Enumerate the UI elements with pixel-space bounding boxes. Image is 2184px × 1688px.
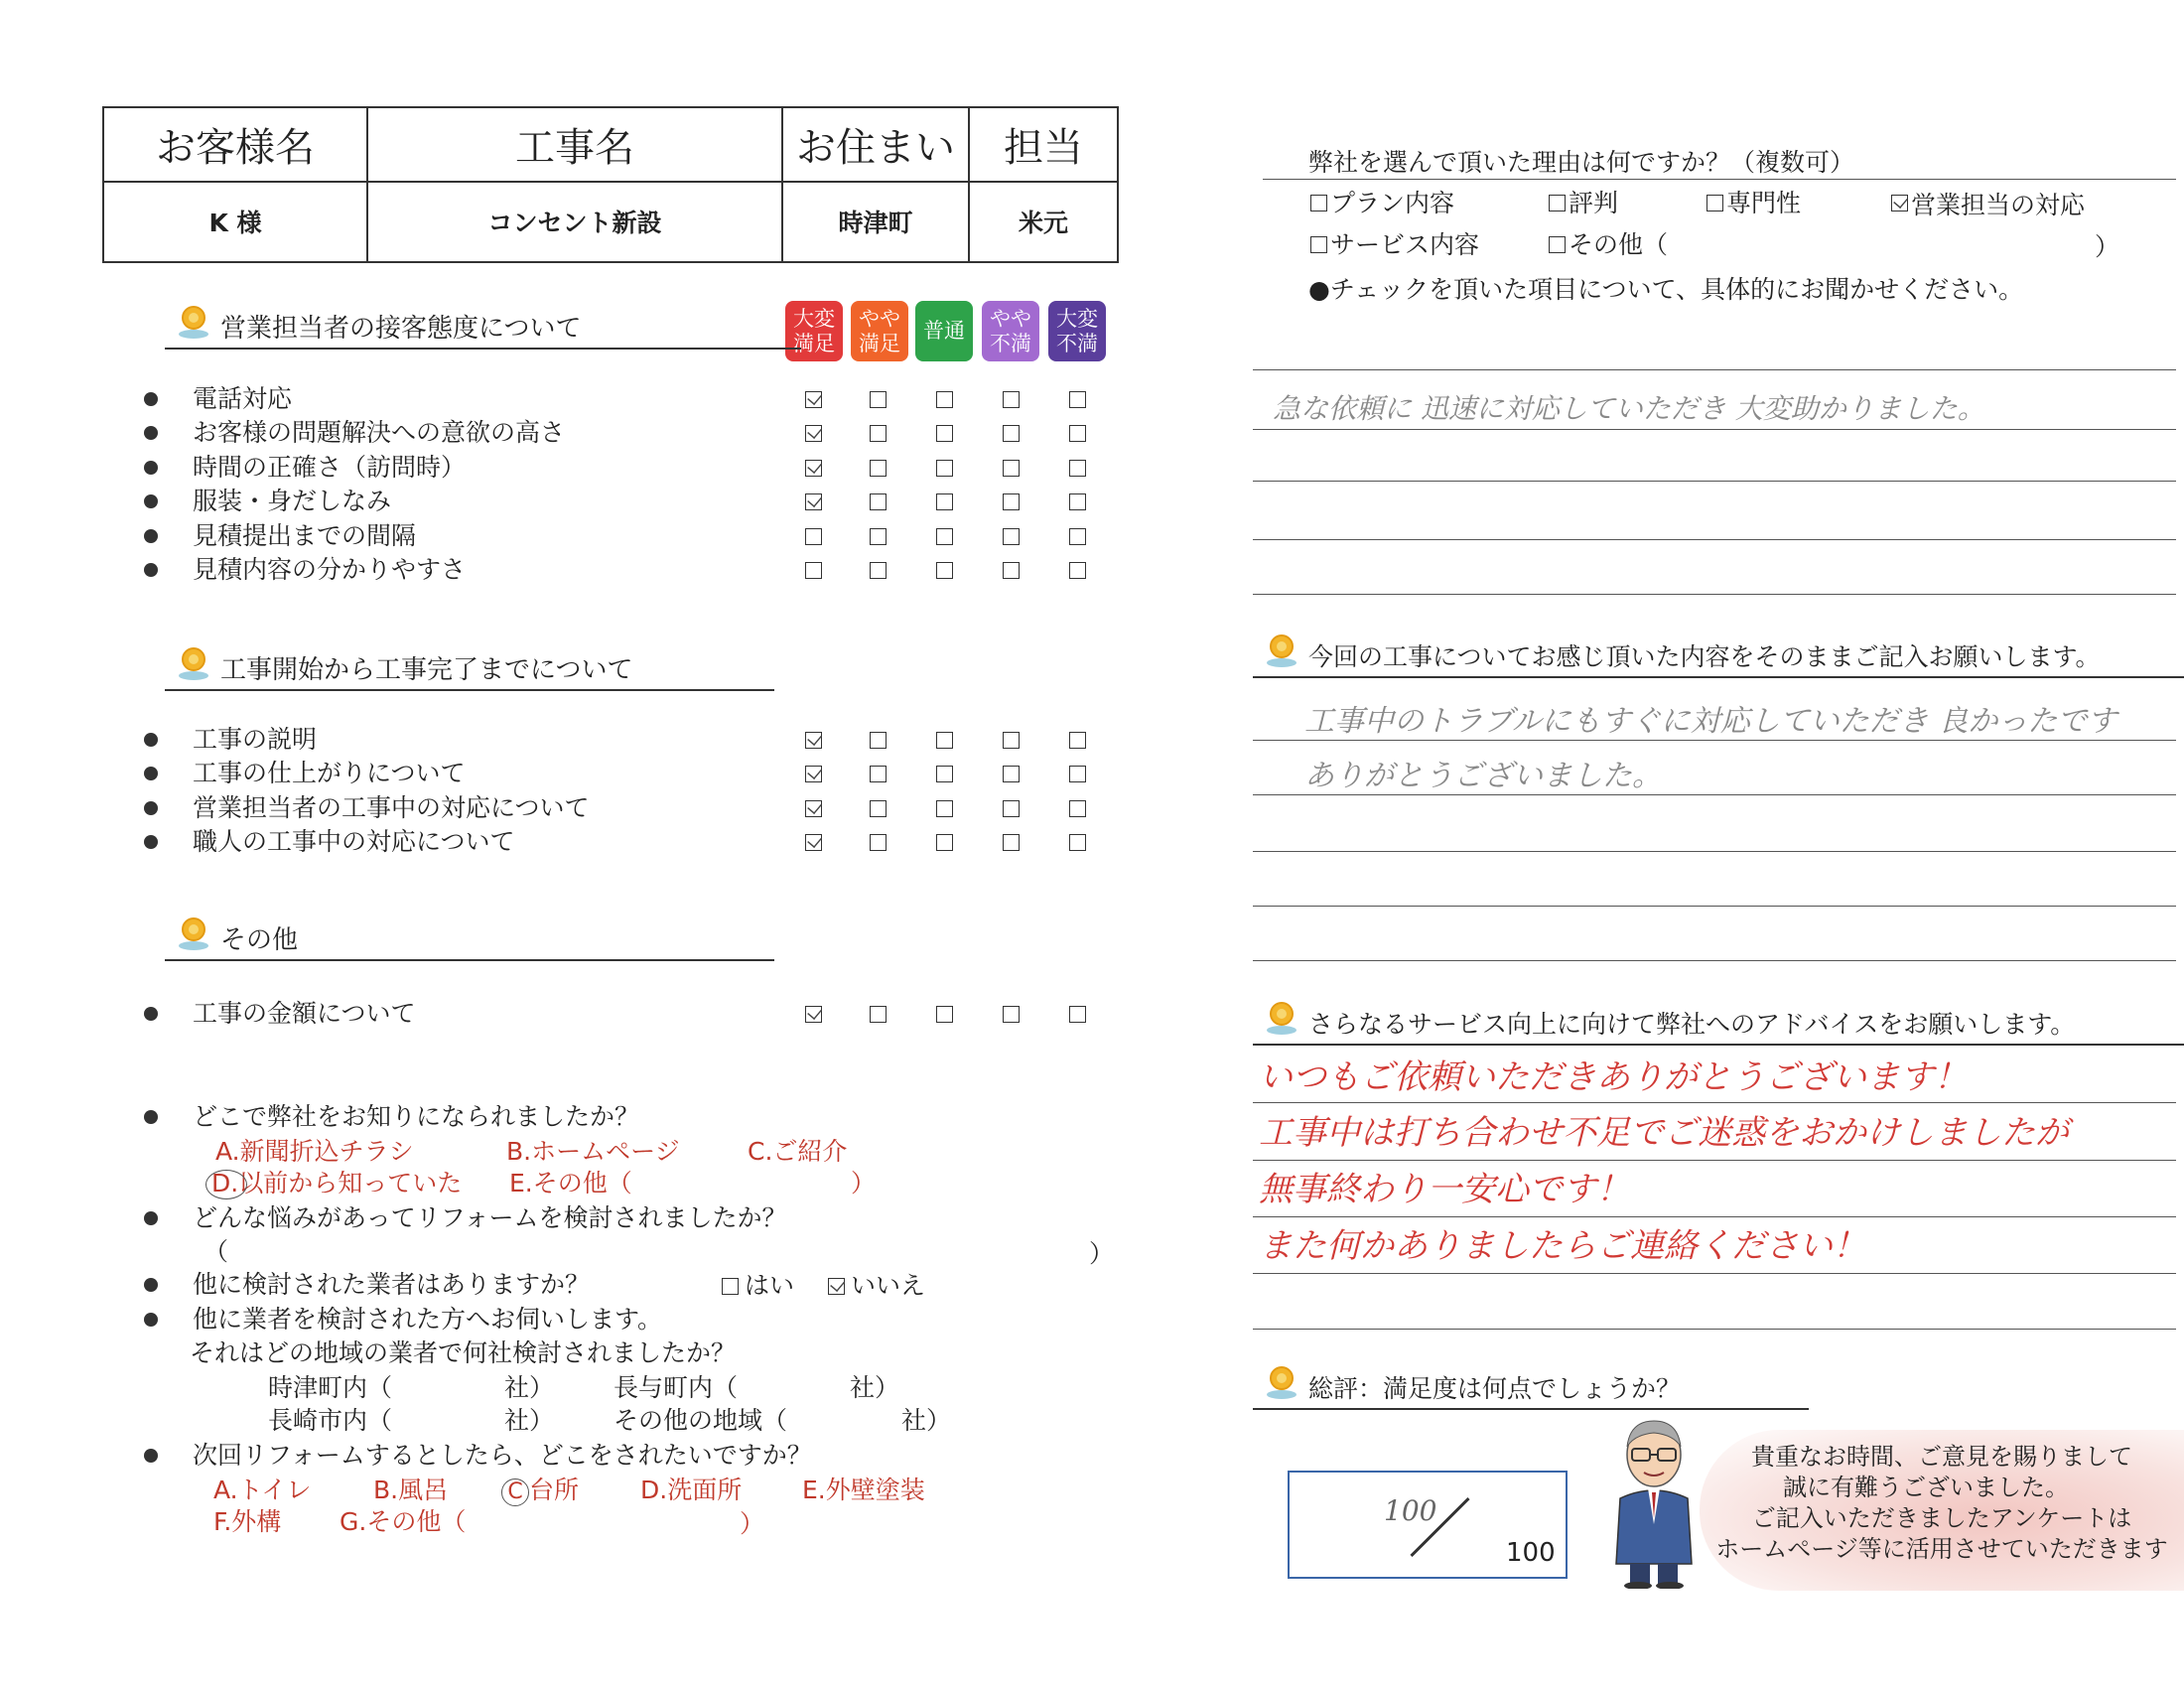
rating-checkbox[interactable]: [870, 528, 887, 545]
section-construction: [165, 651, 774, 691]
next-option-bath[interactable]: B.風呂: [373, 1476, 449, 1504]
header-work-value: コンセント新設: [367, 182, 782, 262]
writing-line: [1253, 594, 2176, 595]
header-table: [102, 106, 1119, 263]
selection-circle: [205, 1170, 247, 1199]
rating-badge: 普通: [915, 301, 973, 361]
rating-checkbox[interactable]: [1069, 800, 1086, 817]
region-togitsu-unit: 社）: [504, 1373, 555, 1402]
checkbox-expertise[interactable]: [1706, 195, 1723, 211]
checkbox-other[interactable]: [1549, 236, 1566, 253]
header-customer-label: お客様名: [103, 107, 367, 182]
reason-note: ●チェックを頂いた項目について、具体的にお聞かせください。: [1308, 275, 2024, 304]
rating-checkbox[interactable]: [1003, 834, 1020, 851]
rating-checkbox[interactable]: [1003, 562, 1020, 579]
score-value: 100: [1384, 1494, 1437, 1527]
rating-checkbox[interactable]: [870, 1006, 887, 1023]
rating-checkbox[interactable]: [936, 562, 953, 579]
thanks-line-4: ホームページ等に活用させていただきます: [1715, 1535, 2168, 1563]
next-option-other-close: ）: [740, 1509, 765, 1538]
writing-line: [1253, 539, 2176, 540]
section-score: [1253, 1370, 1809, 1410]
section-title: 営業担当者の接客態度について: [220, 314, 582, 344]
header-customer-value: K 様: [103, 182, 367, 262]
checkbox-reputation[interactable]: [1549, 195, 1566, 211]
rating-checkbox[interactable]: [870, 766, 887, 782]
header-staff-value: 米元: [969, 182, 1118, 262]
rating-checkbox[interactable]: [1069, 425, 1086, 442]
writing-line: [1253, 429, 2176, 430]
option-e-close: ）: [851, 1169, 877, 1197]
bullet-icon: [144, 767, 158, 780]
next-option-washroom[interactable]: D.洗面所: [640, 1476, 743, 1504]
writing-line: [1253, 1160, 2176, 1161]
reason-expertise: 専門性: [1726, 189, 1802, 217]
flower-icon: [179, 647, 208, 681]
next-option-kitchen[interactable]: C 台所: [501, 1474, 579, 1507]
rating-checkbox[interactable]: [1003, 493, 1020, 510]
writing-line: [1253, 481, 2176, 482]
rating-checkbox[interactable]: [805, 391, 822, 408]
advice-line-1: いつもご依頼いただきありがとうございます！: [1259, 1057, 1968, 1097]
rating-checkbox[interactable]: [870, 562, 887, 579]
rating-checkbox[interactable]: [1003, 1006, 1020, 1023]
section-title: さらなるサービス向上に向けて弊社へのアドバイスをお願いします。: [1308, 1010, 2076, 1039]
next-option-exterior-paint[interactable]: E.外壁塗装: [802, 1476, 925, 1504]
rating-checkbox[interactable]: [805, 460, 822, 477]
rating-checkbox[interactable]: [936, 800, 953, 817]
reason-service: サービス内容: [1330, 230, 1480, 259]
bullet-icon: [144, 494, 158, 508]
rating-checkbox[interactable]: [870, 460, 887, 477]
impression-line-2: ありがとうございました。: [1304, 759, 1662, 793]
writing-line: [1253, 1102, 2176, 1103]
bullet-icon: [144, 426, 158, 440]
rating-checkbox[interactable]: [936, 425, 953, 442]
bullet-icon: [144, 1110, 158, 1124]
writing-line: [1253, 369, 2176, 370]
label-yes: はい: [745, 1271, 795, 1300]
rating-checkbox[interactable]: [870, 391, 887, 408]
header-work-label: 工事名: [367, 107, 782, 182]
rating-checkbox[interactable]: [1069, 460, 1086, 477]
checkbox-plan[interactable]: [1310, 195, 1327, 211]
rating-checkbox[interactable]: [870, 834, 887, 851]
thanks-line-1: 貴重なお時間、ご意見を賜りまして: [1751, 1443, 2132, 1471]
score-box: [1288, 1471, 1568, 1579]
option-b-homepage[interactable]: B.ホームページ: [506, 1137, 680, 1166]
rating-checkbox[interactable]: [1069, 493, 1086, 510]
bullet-icon: [144, 392, 158, 406]
worry-open: （: [204, 1237, 229, 1266]
reason-staff-response: 営業担当の対応: [1911, 191, 2086, 219]
rating-checkbox[interactable]: [936, 732, 953, 749]
flower-icon: [179, 306, 208, 340]
rating-checkbox[interactable]: [1069, 391, 1086, 408]
flower-icon: [1267, 634, 1297, 668]
checkbox-yes[interactable]: [722, 1278, 739, 1295]
rating-checkbox[interactable]: [870, 493, 887, 510]
section-title: 今回の工事についてお感じ頂いた内容をそのままご記入お願いします。: [1308, 642, 2101, 671]
rating-checkbox[interactable]: [805, 493, 822, 510]
rating-checkbox[interactable]: [805, 528, 822, 545]
writing-line: [1253, 960, 2176, 961]
rating-checkbox[interactable]: [870, 425, 887, 442]
rating-badge: 大変 満足: [785, 301, 843, 361]
rating-checkbox[interactable]: [805, 766, 822, 782]
writing-line: [1253, 1216, 2176, 1217]
rating-checkbox[interactable]: [1069, 766, 1086, 782]
bullet-icon: [144, 1313, 158, 1327]
section-impression: [1253, 638, 2184, 678]
rating-checkbox[interactable]: [870, 800, 887, 817]
bullet-icon: [144, 1278, 158, 1292]
rating-checkbox[interactable]: [1069, 834, 1086, 851]
region-togitsu: 時津町内（: [268, 1373, 393, 1402]
writing-line: [1253, 794, 2176, 795]
rating-checkbox[interactable]: [936, 834, 953, 851]
region-nagayo-unit: 社）: [850, 1373, 900, 1402]
selection-circle: C: [501, 1478, 529, 1506]
reason-reputation: 評判: [1569, 189, 1619, 217]
rating-checkbox[interactable]: [1003, 800, 1020, 817]
section-title: 工事開始から工事完了までについて: [220, 655, 633, 685]
header-address-value: 時津町: [782, 182, 969, 262]
header-address-label: お住まい: [782, 107, 969, 182]
reason-other: その他（: [1569, 230, 1669, 259]
rating-badge: やや 不満: [982, 301, 1039, 361]
section-title: 総評：満足度は何点でしょうか？: [1308, 1374, 1682, 1403]
next-option-toilet[interactable]: A.トイレ: [213, 1476, 312, 1504]
writing-line: [1253, 1329, 2176, 1330]
bullet-icon: [144, 801, 158, 815]
rating-checkbox[interactable]: [1069, 1006, 1086, 1023]
rating-checkbox[interactable]: [805, 562, 822, 579]
thanks-line-2: 誠に有難うございました。: [1783, 1474, 2069, 1501]
score-max: 100: [1506, 1538, 1556, 1568]
region-nagayo: 長与町内（: [614, 1373, 739, 1402]
rating-checkbox[interactable]: [1069, 562, 1086, 579]
writing-line: [1253, 906, 2176, 907]
rating-checkbox[interactable]: [936, 391, 953, 408]
advice-line-3: 無事終わり一安心です！: [1259, 1170, 1630, 1209]
reason-answer: 急な依頼に 迅速に対応していただき 大変助かりました。: [1273, 392, 1985, 425]
rating-checkbox[interactable]: [936, 528, 953, 545]
rating-checkbox[interactable]: [805, 425, 822, 442]
checkbox-service[interactable]: [1310, 236, 1327, 253]
label-no: いいえ: [851, 1271, 926, 1300]
writing-line: [1253, 851, 2176, 852]
rating-checkbox[interactable]: [870, 732, 887, 749]
checkbox-staff-response[interactable]: [1891, 195, 1908, 211]
option-a-newspaper[interactable]: A.新聞折込チラシ: [215, 1137, 414, 1166]
divider: [1263, 179, 2176, 180]
advice-line-2: 工事中は打ち合わせ不足でご迷惑をおかけしましたが: [1259, 1113, 2069, 1153]
region-nagasaki-unit: 社）: [504, 1406, 555, 1435]
rating-checkbox[interactable]: [936, 1006, 953, 1023]
reason-question: 弊社を選んで頂いた理由は何ですか？（複数可）: [1308, 148, 1855, 177]
rating-checkbox[interactable]: [1003, 766, 1020, 782]
section-other: [165, 921, 774, 961]
option-c-referral[interactable]: C.ご紹介: [748, 1137, 848, 1166]
writing-line: [1253, 1273, 2176, 1274]
thanks-message: [1700, 1430, 2184, 1591]
next-option-other[interactable]: G.その他（: [340, 1507, 467, 1536]
rating-badge: やや 満足: [851, 301, 908, 361]
reason-plan: プラン内容: [1330, 189, 1455, 217]
rating-checkbox[interactable]: [805, 1006, 822, 1023]
option-e-other[interactable]: E.その他（: [509, 1169, 632, 1197]
impression-line-1: 工事中のトラブルにもすぐに対応していただき 良かったです: [1304, 705, 2117, 739]
region-nagasaki: 長崎市内（: [268, 1406, 393, 1435]
rating-checkbox[interactable]: [805, 800, 822, 817]
header-staff-label: 担当: [969, 107, 1118, 182]
bullet-icon: [144, 1449, 158, 1463]
writing-line: [1253, 740, 2176, 741]
rating-checkbox[interactable]: [936, 493, 953, 510]
bullet-icon: [144, 835, 158, 849]
bullet-icon: [144, 733, 158, 747]
rating-badge: 大変 不満: [1048, 301, 1106, 361]
flower-icon: [179, 917, 208, 951]
bullet-icon: [144, 1007, 158, 1021]
advice-line-4: また何かありましたらご連絡ください！: [1259, 1226, 1866, 1266]
question-region-2: それはどの地域の業者で何社検討されましたか？: [190, 1338, 737, 1367]
rating-checkbox[interactable]: [805, 834, 822, 851]
bullet-icon: [144, 529, 158, 543]
flower-icon: [1267, 1002, 1297, 1036]
rating-checkbox[interactable]: [936, 766, 953, 782]
rating-checkbox[interactable]: [1003, 460, 1020, 477]
bullet-icon: [144, 461, 158, 475]
bullet-icon: [144, 563, 158, 577]
bullet-icon: [144, 1211, 158, 1225]
option-d-known-before[interactable]: D.以前から知っていた: [211, 1167, 462, 1200]
flower-icon: [1267, 1366, 1297, 1400]
rating-checkbox[interactable]: [936, 460, 953, 477]
section-staff-attitude: [165, 310, 801, 350]
rating-checkbox[interactable]: [1003, 391, 1020, 408]
rating-checkbox[interactable]: [1069, 528, 1086, 545]
thanks-line-3: ご記入いただきましたアンケートは: [1751, 1504, 2132, 1532]
rating-checkbox[interactable]: [1069, 732, 1086, 749]
rating-checkbox[interactable]: [1003, 425, 1020, 442]
rating-checkbox[interactable]: [1003, 528, 1020, 545]
checkbox-no[interactable]: [828, 1278, 845, 1295]
next-option-exterior[interactable]: F.外構: [213, 1507, 282, 1536]
worry-close: ）: [1089, 1239, 1115, 1268]
staff-character-illustration: [1608, 1415, 1700, 1589]
reason-other-close: ）: [2095, 232, 2120, 261]
rating-checkbox[interactable]: [805, 732, 822, 749]
section-title: その他: [220, 925, 299, 955]
region-other-unit: 社）: [901, 1406, 952, 1435]
rating-checkbox[interactable]: [1003, 732, 1020, 749]
region-other: その他の地域（: [614, 1406, 788, 1435]
section-advice: [1253, 1006, 2184, 1046]
